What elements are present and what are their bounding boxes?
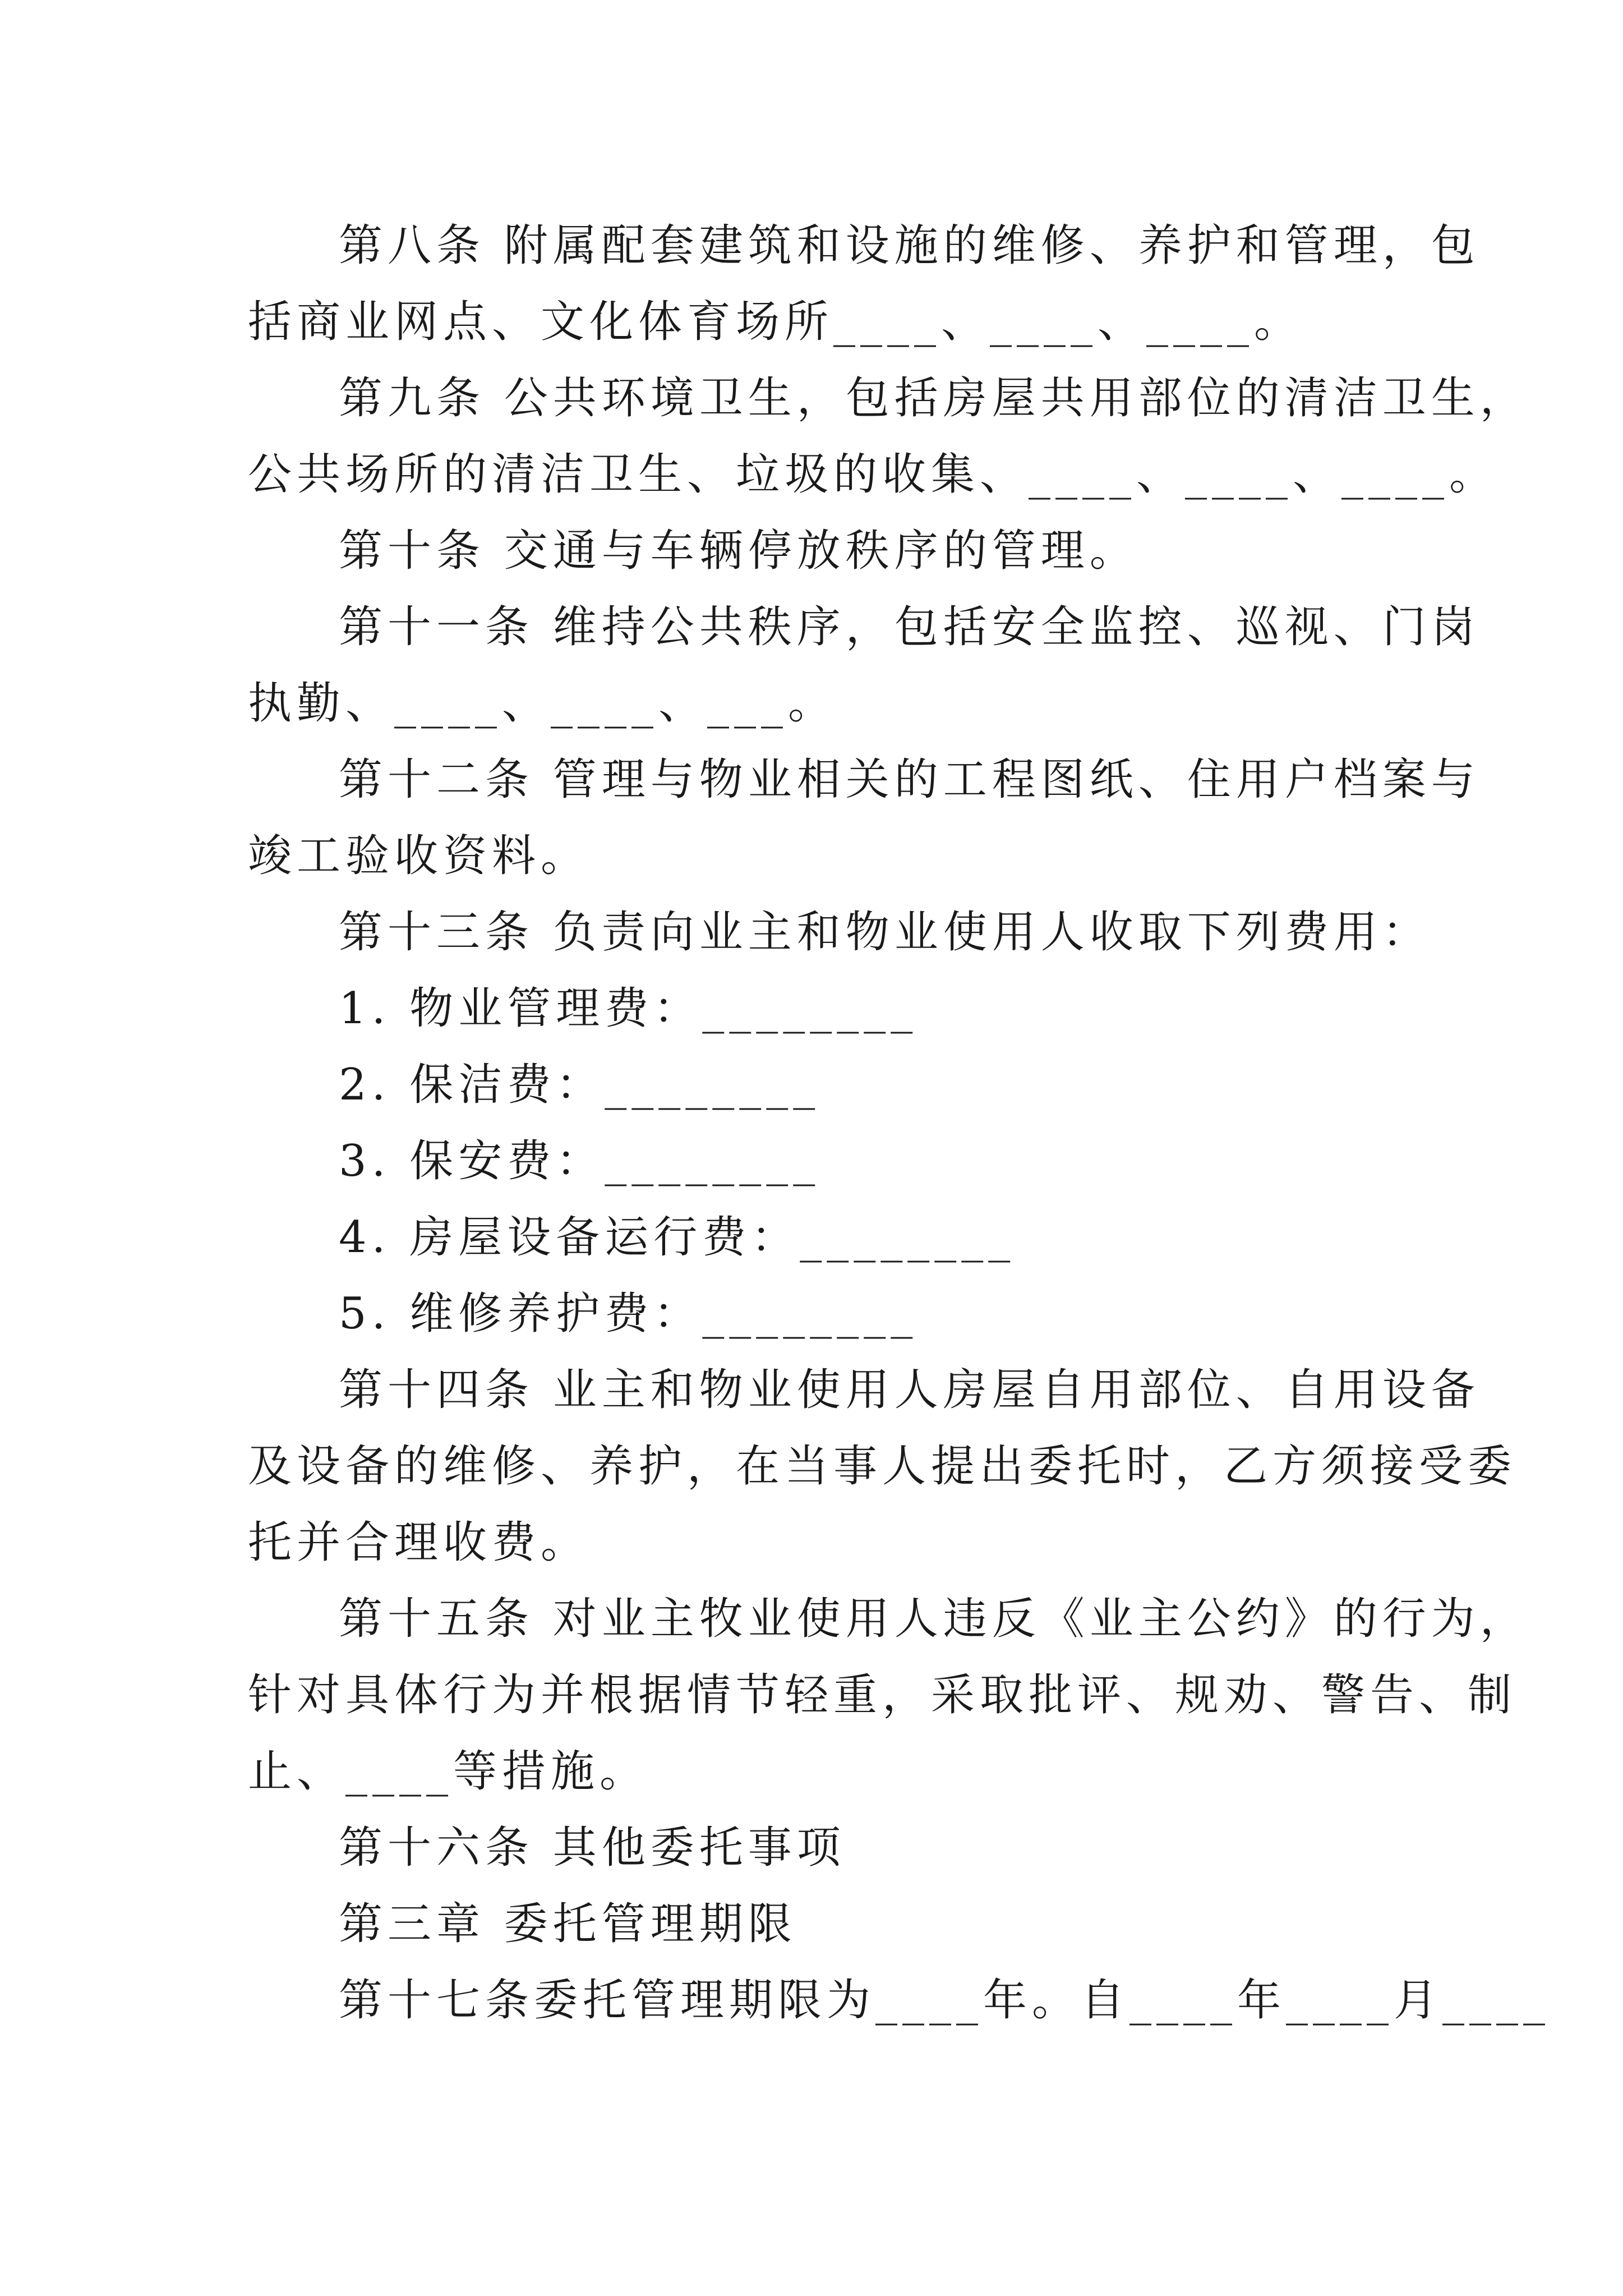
article-11-line-2: 执勤、____、____、___。 [248,678,837,729]
fee-item-4: 4. 房屋设备运行费：________ [339,1212,1016,1263]
article-14-line-2: 及设备的维修、养护，在当事人提出委托时，乙方须接受委 [248,1441,1517,1492]
fee-item-2: 2. 保洁费：________ [339,1060,820,1110]
article-15-line-3: 止、____等措施。 [248,1746,649,1797]
chapter-3-heading: 第三章 委托管理期限 [339,1899,797,1949]
fee-item-1: 1. 物业管理费：________ [339,983,918,1034]
article-15-line-2: 针对具体行为并根据情节轻重，采取批评、规劝、警告、制 [248,1670,1517,1720]
document-page [248,208,1551,2039]
article-9-line-1: 第九条 公共环境卫生，包括房屋共用部位的清洁卫生， [339,373,1529,424]
article-14-line-3: 托并合理收费。 [248,1517,590,1568]
article-11-line-1: 第十一条 维持公共秩序，包括安全监控、巡视、门岗 [339,602,1480,652]
article-15-line-1: 第十五条 对业主牧业使用人违反《业主公约》的行为， [339,1594,1529,1644]
article-14-line-1: 第十四条 业主和物业使用人房屋自用部位、自用设备 [339,1365,1480,1415]
article-13-line-1: 第十三条 负责向业主和物业使用人收取下列费用： [339,907,1431,958]
article-9-line-2: 公共场所的清洁卫生、垃圾的收集、____、____、____。 [248,449,1498,500]
article-10-line-1: 第十条 交通与车辆停放秩序的管理。 [339,526,1138,576]
article-17-line-1: 第十七条委托管理期限为____年。自____年____月____ [339,1975,1551,2026]
article-8-line-1: 第八条 附属配套建筑和设施的维修、养护和管理，包 [339,220,1480,271]
article-12-line-1: 第十二条 管理与物业相关的工程图纸、住用户档案与 [339,754,1480,805]
fee-item-5: 5. 维修养护费：________ [339,1289,918,1339]
fee-item-3: 3. 保安费：________ [339,1136,820,1186]
article-16-line-1: 第十六条 其他委托事项 [339,1823,846,1873]
article-12-line-2: 竣工验收资料。 [248,831,590,881]
article-8-line-2: 括商业网点、文化体育场所____、____、____。 [248,297,1303,347]
